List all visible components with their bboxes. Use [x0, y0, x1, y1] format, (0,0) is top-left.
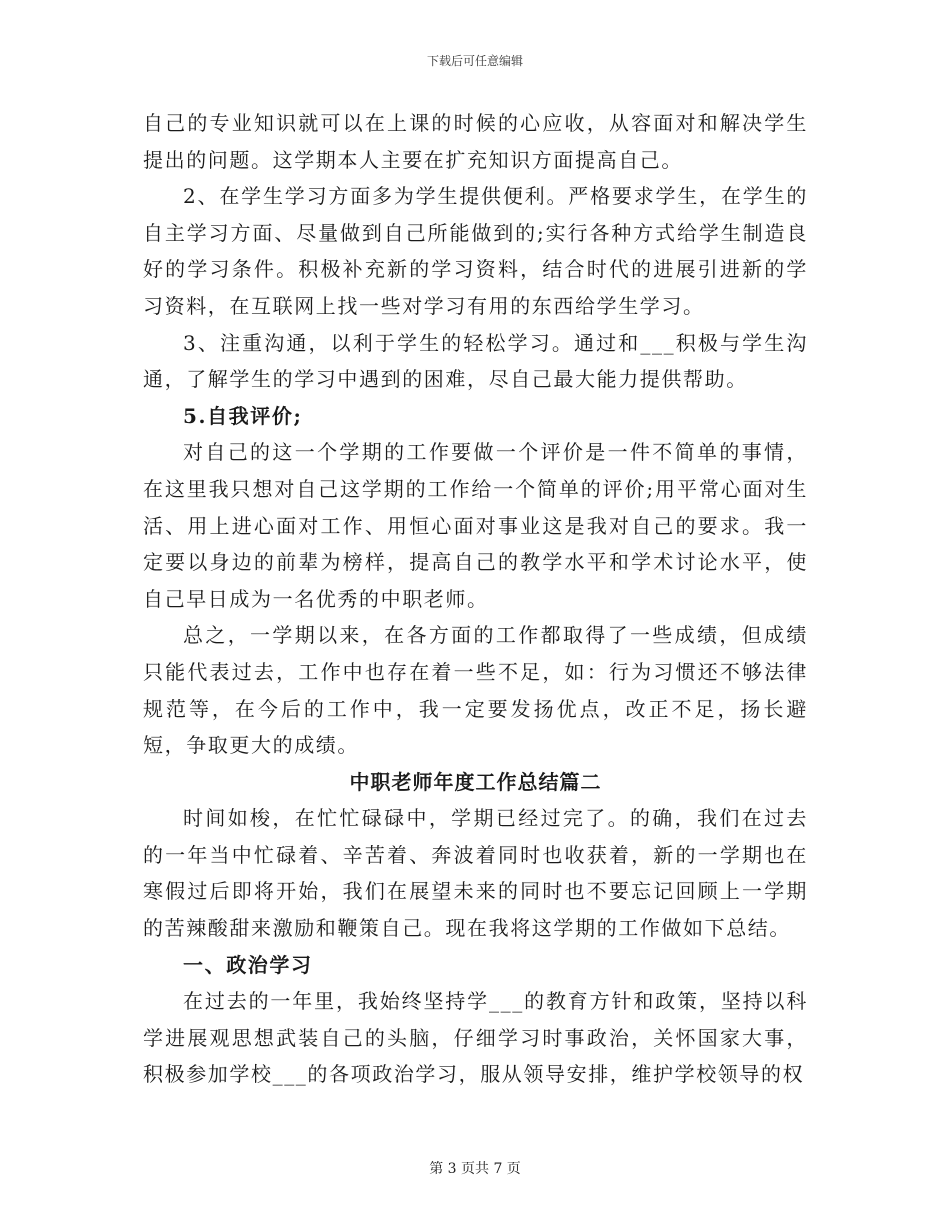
section-heading-political-study: 一、政治学习 — [183, 952, 313, 977]
page-footer: 第 3 页共 7 页 — [429, 1161, 521, 1177]
section-heading-self-evaluation: 5.自我评价; — [183, 403, 303, 428]
paragraph-summary: 总之，一学期以来，在各方面的工作都取得了一些成绩，但成绩只能代表过去，工作中也存在着一些不足，如：行为习惯还不够法律规范等，在今后的工作中，我一定要发扬优点，改正不足，扬长避短，争取更大的成绩。 — [143, 623, 808, 758]
paragraph-self-evaluation: 对自己的这一个学期的工作要做一个评价是一件不简单的事情，在这里我只想对自己这学期的工作给一个简单的评价;用平常心面对生活、用上进心面对工作、用恒心面对事业这是我对自己的要求。我一定要以身边的前辈为榜样，提高自己的教学水平和学术讨论水平，使自己早日成为一名优秀的中职老师。 — [143, 440, 808, 611]
page-header: 下载后可任意编辑 — [426, 54, 523, 68]
paragraph-political-study: 在过去的一年里，我始终坚持学___的教育方针和政策，坚持以科学进展观思想武装自己的头脑，仔细学习时事政治，关怀国家大事，积极参加学校___的各项政治学习，服从领导安排，维护学校领导的权 — [143, 989, 808, 1087]
paragraph-intro: 时间如梭，在忙忙碌碌中，学期已经过完了。的确，我们在过去的一年当中忙碌着、辛苦着、奔波着同时也收获着，新的一学期也在寒假过后即将开始，我们在展望未来的同时也不要忘记回顾上一学期的苦辣酸甜来激励和鞭策自己。现在我将这学期的工作做如下总结。 — [143, 806, 808, 941]
article-title: 中职老师年度工作总结篇二 — [349, 769, 602, 794]
paragraph-point-2: 2、在学生学习方面多为学生提供便利。严格要求学生，在学生的自主学习方面、尽量做到自己所能做到的;实行各种方式给学生制造良好的学习条件。积极补充新的学习资料，结合时代的进展引进新的学习资料，在互联网上找一些对学习有用的东西给学生学习。 — [143, 184, 808, 318]
paragraph-continuation: 自己的专业知识就可以在上课的时候的心应收，从容面对和解决学生提出的问题。这学期本人主要在扩充知识方面提高自己。 — [143, 111, 808, 172]
paragraph-point-3: 3、注重沟通，以利于学生的轻松学习。通过和___积极与学生沟通，了解学生的学习中遇到的困难，尽自己最大能力提供帮助。 — [143, 330, 808, 392]
document-body — [143, 105, 808, 1093]
